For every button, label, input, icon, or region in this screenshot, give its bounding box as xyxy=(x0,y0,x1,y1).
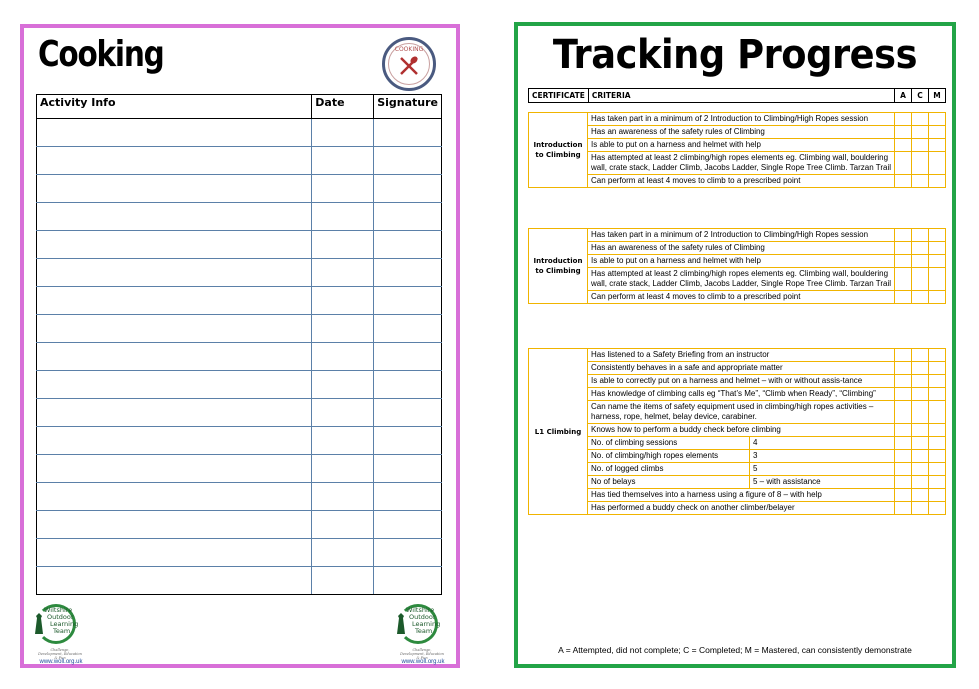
attempted-checkbox[interactable] xyxy=(895,388,912,401)
mastered-checkbox[interactable] xyxy=(929,126,946,139)
date-cell[interactable] xyxy=(312,259,374,287)
attempted-checkbox[interactable] xyxy=(895,139,912,152)
signature-cell[interactable] xyxy=(374,175,442,203)
signature-cell[interactable] xyxy=(374,119,442,147)
log-row xyxy=(37,427,442,455)
completed-checkbox[interactable] xyxy=(912,229,929,242)
criteria-text: Consistently behaves in a safe and appropriate matter xyxy=(588,362,895,375)
logo-url: www.woll.org.uk xyxy=(401,659,445,665)
criteria-row xyxy=(529,229,946,242)
mastered-checkbox[interactable] xyxy=(929,388,946,401)
criteria-row xyxy=(529,152,946,175)
attempted-checkbox[interactable] xyxy=(895,255,912,268)
attempted-checkbox[interactable] xyxy=(895,502,912,515)
attempted-checkbox[interactable] xyxy=(895,489,912,502)
date-cell[interactable] xyxy=(312,175,374,203)
completed-checkbox[interactable] xyxy=(912,268,929,291)
signature-cell[interactable] xyxy=(374,147,442,175)
criteria-row xyxy=(529,463,946,476)
log-row xyxy=(37,175,442,203)
column-header-mastered: M xyxy=(929,89,946,103)
signature-cell[interactable] xyxy=(374,567,442,595)
criteria-value: 5 xyxy=(750,463,895,476)
certificate-section xyxy=(528,348,946,515)
criteria-text: Is able to put on a harness and helmet with help xyxy=(588,139,895,152)
signature-cell[interactable] xyxy=(374,455,442,483)
criteria-value: 3 xyxy=(750,450,895,463)
activity-log-table xyxy=(36,94,442,595)
activity-cell[interactable] xyxy=(37,539,312,567)
criteria-text: Has listened to a Safety Briefing from an instructor xyxy=(588,349,895,362)
completed-checkbox[interactable] xyxy=(912,291,929,304)
completed-checkbox[interactable] xyxy=(912,126,929,139)
completed-checkbox[interactable] xyxy=(912,502,929,515)
log-row xyxy=(37,315,442,343)
completed-checkbox[interactable] xyxy=(912,255,929,268)
completed-checkbox[interactable] xyxy=(912,242,929,255)
certificate-name: Introduction to Climbing xyxy=(529,113,588,188)
criteria-row xyxy=(529,424,946,437)
attempted-checkbox[interactable] xyxy=(895,268,912,291)
date-cell[interactable] xyxy=(312,119,374,147)
log-row xyxy=(37,343,442,371)
criteria-header-table xyxy=(528,88,946,103)
log-row xyxy=(37,567,442,595)
log-row xyxy=(37,455,442,483)
attempted-checkbox[interactable] xyxy=(895,229,912,242)
signature-cell[interactable] xyxy=(374,483,442,511)
attempted-checkbox[interactable] xyxy=(895,424,912,437)
criteria-row xyxy=(529,476,946,489)
activity-cell[interactable] xyxy=(37,203,312,231)
date-cell[interactable] xyxy=(312,567,374,595)
activity-cell[interactable] xyxy=(37,231,312,259)
criteria-row xyxy=(529,502,946,515)
signature-cell[interactable] xyxy=(374,539,442,567)
attempted-checkbox[interactable] xyxy=(895,450,912,463)
activity-cell[interactable] xyxy=(37,483,312,511)
certificate-section xyxy=(528,228,946,304)
mastered-checkbox[interactable] xyxy=(929,489,946,502)
tracking-progress-page xyxy=(514,22,956,668)
date-cell[interactable] xyxy=(312,399,374,427)
completed-checkbox[interactable] xyxy=(912,362,929,375)
completed-checkbox[interactable] xyxy=(912,152,929,175)
criteria-text: No of belays xyxy=(588,476,750,489)
criteria-row xyxy=(529,401,946,424)
criteria-value: 5 – with assistance xyxy=(750,476,895,489)
completed-checkbox[interactable] xyxy=(912,476,929,489)
criteria-text: No. of climbing/high ropes elements xyxy=(588,450,750,463)
activity-cell[interactable] xyxy=(37,147,312,175)
attempted-checkbox[interactable] xyxy=(895,242,912,255)
attempted-checkbox[interactable] xyxy=(895,152,912,175)
log-row xyxy=(37,231,442,259)
utensils-icon xyxy=(397,54,421,78)
mastered-checkbox[interactable] xyxy=(929,424,946,437)
criteria-text: Has attempted at least 2 climbing/high ropes elements eg. Climbing wall, bouldering wall, crate stack, Ladder Climb, Jacobs Ladder, Single Rope Tree Climb. Tarzan Trail xyxy=(588,152,895,175)
cooking-log-page xyxy=(20,24,460,668)
criteria-row xyxy=(529,437,946,450)
criteria-row xyxy=(529,113,946,126)
criteria-row xyxy=(529,255,946,268)
date-cell[interactable] xyxy=(312,371,374,399)
column-header-signature: Signature xyxy=(374,95,442,119)
page-title: Tracking Progress xyxy=(552,32,918,78)
attempted-checkbox[interactable] xyxy=(895,113,912,126)
activity-cell[interactable] xyxy=(37,315,312,343)
date-cell[interactable] xyxy=(312,147,374,175)
date-cell[interactable] xyxy=(312,483,374,511)
criteria-row xyxy=(529,242,946,255)
criteria-text: Has taken part in a minimum of 2 Introduction to Climbing/High Ropes session xyxy=(588,113,895,126)
signature-cell[interactable] xyxy=(374,371,442,399)
completed-checkbox[interactable] xyxy=(912,437,929,450)
signature-cell[interactable] xyxy=(374,259,442,287)
criteria-text: Is able to correctly put on a harness and helmet – with or without assis-tance xyxy=(588,375,895,388)
completed-checkbox[interactable] xyxy=(912,113,929,126)
page-title: Cooking xyxy=(38,34,164,75)
activity-cell[interactable] xyxy=(37,343,312,371)
column-header-certificate: CERTIFICATE xyxy=(529,89,589,103)
attempted-checkbox[interactable] xyxy=(895,349,912,362)
attempted-checkbox[interactable] xyxy=(895,463,912,476)
date-cell[interactable] xyxy=(312,315,374,343)
mastered-checkbox[interactable] xyxy=(929,291,946,304)
completed-checkbox[interactable] xyxy=(912,401,929,424)
criteria-row xyxy=(529,450,946,463)
criteria-text: No. of climbing sessions xyxy=(588,437,750,450)
mastered-checkbox[interactable] xyxy=(929,463,946,476)
column-header-completed: C xyxy=(912,89,929,103)
mastered-checkbox[interactable] xyxy=(929,242,946,255)
completed-checkbox[interactable] xyxy=(912,450,929,463)
log-row xyxy=(37,511,442,539)
criteria-row xyxy=(529,139,946,152)
certificate-name: Introduction to Climbing xyxy=(529,229,588,304)
mastered-checkbox[interactable] xyxy=(929,139,946,152)
column-header-attempted: A xyxy=(895,89,912,103)
date-cell[interactable] xyxy=(312,511,374,539)
activity-cell[interactable] xyxy=(37,427,312,455)
criteria-text: Has performed a buddy check on another climber/belayer xyxy=(588,502,895,515)
signature-cell[interactable] xyxy=(374,427,442,455)
mastered-checkbox[interactable] xyxy=(929,502,946,515)
criteria-text: Knows how to perform a buddy check before climbing xyxy=(588,424,895,437)
activity-cell[interactable] xyxy=(37,175,312,203)
completed-checkbox[interactable] xyxy=(912,388,929,401)
activity-cell[interactable] xyxy=(37,371,312,399)
criteria-row xyxy=(529,349,946,362)
mastered-checkbox[interactable] xyxy=(929,362,946,375)
completed-checkbox[interactable] xyxy=(912,175,929,188)
mastered-checkbox[interactable] xyxy=(929,375,946,388)
date-cell[interactable] xyxy=(312,231,374,259)
badge-label: COOKING xyxy=(394,46,424,53)
log-row xyxy=(37,399,442,427)
column-header-date: Date xyxy=(312,95,374,119)
attempted-checkbox[interactable] xyxy=(895,375,912,388)
activity-cell[interactable] xyxy=(37,119,312,147)
mastered-checkbox[interactable] xyxy=(929,401,946,424)
date-cell[interactable] xyxy=(312,455,374,483)
date-cell[interactable] xyxy=(312,539,374,567)
wolt-logo-left: Wiltshire Outdoor Learning Team Challenge, Development, Education & Fun www.woll.org.uk xyxy=(28,604,94,668)
certificate-name: L1 Climbing xyxy=(529,349,588,515)
criteria-row xyxy=(529,291,946,304)
log-row xyxy=(37,287,442,315)
criteria-text: Can name the items of safety equipment used in climbing/high ropes activities – harness, rope, helmet, belay device, carabiner. xyxy=(588,401,895,424)
completed-checkbox[interactable] xyxy=(912,424,929,437)
mastered-checkbox[interactable] xyxy=(929,450,946,463)
criteria-row xyxy=(529,388,946,401)
logo-tagline: Challenge, Development, Education & Fun xyxy=(400,648,444,660)
mastered-checkbox[interactable] xyxy=(929,255,946,268)
mastered-checkbox[interactable] xyxy=(929,437,946,450)
activity-cell[interactable] xyxy=(37,511,312,539)
mastered-checkbox[interactable] xyxy=(929,476,946,489)
log-row xyxy=(37,539,442,567)
logo-url: www.woll.org.uk xyxy=(39,659,83,665)
completed-checkbox[interactable] xyxy=(912,139,929,152)
criteria-row xyxy=(529,375,946,388)
mastered-checkbox[interactable] xyxy=(929,349,946,362)
certificate-section xyxy=(528,112,946,188)
activity-cell[interactable] xyxy=(37,399,312,427)
criteria-row xyxy=(529,362,946,375)
attempted-checkbox[interactable] xyxy=(895,126,912,139)
column-header-activity: Activity Info xyxy=(37,95,312,119)
legend-text: A = Attempted, did not complete; C = Completed; M = Mastered, can consistently demonstrate xyxy=(558,645,912,655)
mastered-checkbox[interactable] xyxy=(929,113,946,126)
log-row xyxy=(37,483,442,511)
log-row xyxy=(37,119,442,147)
criteria-text: Is able to put on a harness and helmet with help xyxy=(588,255,895,268)
completed-checkbox[interactable] xyxy=(912,463,929,476)
log-row xyxy=(37,259,442,287)
completed-checkbox[interactable] xyxy=(912,349,929,362)
completed-checkbox[interactable] xyxy=(912,375,929,388)
criteria-text: Has an awareness of the safety rules of Climbing xyxy=(588,242,895,255)
log-row xyxy=(37,147,442,175)
attempted-checkbox[interactable] xyxy=(895,476,912,489)
date-cell[interactable] xyxy=(312,343,374,371)
criteria-text: Has attempted at least 2 climbing/high ropes elements eg. Climbing wall, bouldering wall, crate stack, Ladder Climb, Jacobs Ladder, Single Rope Tree Climb. Tarzan Trail xyxy=(588,268,895,291)
criteria-text: Can perform at least 4 moves to climb to a prescribed point xyxy=(588,291,895,304)
activity-cell[interactable] xyxy=(37,455,312,483)
activity-cell[interactable] xyxy=(37,287,312,315)
criteria-row xyxy=(529,175,946,188)
criteria-text: Has tied themselves into a harness using a figure of 8 – with help xyxy=(588,489,895,502)
logo-tagline: Challenge, Development, Education & Fun xyxy=(38,648,82,660)
attempted-checkbox[interactable] xyxy=(895,291,912,304)
signature-cell[interactable] xyxy=(374,287,442,315)
criteria-text: Has taken part in a minimum of 2 Introduction to Climbing/High Ropes session xyxy=(588,229,895,242)
activity-cell[interactable] xyxy=(37,259,312,287)
mastered-checkbox[interactable] xyxy=(929,268,946,291)
signature-cell[interactable] xyxy=(374,343,442,371)
mastered-checkbox[interactable] xyxy=(929,229,946,242)
signature-cell[interactable] xyxy=(374,399,442,427)
column-header-criteria: CRITERIA xyxy=(588,89,894,103)
cooking-badge-icon xyxy=(382,37,436,91)
criteria-text: No. of logged climbs xyxy=(588,463,750,476)
attempted-checkbox[interactable] xyxy=(895,175,912,188)
mastered-checkbox[interactable] xyxy=(929,175,946,188)
criteria-text: Has knowledge of climbing calls eg “That’s Me”, “Climb when Ready”, “Climbing” xyxy=(588,388,895,401)
date-cell[interactable] xyxy=(312,427,374,455)
log-row xyxy=(37,203,442,231)
attempted-checkbox[interactable] xyxy=(895,401,912,424)
date-cell[interactable] xyxy=(312,203,374,231)
signature-cell[interactable] xyxy=(374,231,442,259)
mastered-checkbox[interactable] xyxy=(929,152,946,175)
signature-cell[interactable] xyxy=(374,315,442,343)
criteria-text: Can perform at least 4 moves to climb to a prescribed point xyxy=(588,175,895,188)
log-row xyxy=(37,371,442,399)
criteria-row xyxy=(529,489,946,502)
date-cell[interactable] xyxy=(312,287,374,315)
activity-cell[interactable] xyxy=(37,567,312,595)
attempted-checkbox[interactable] xyxy=(895,437,912,450)
criteria-row xyxy=(529,268,946,291)
criteria-row xyxy=(529,126,946,139)
attempted-checkbox[interactable] xyxy=(895,362,912,375)
wolt-logo-right: Wiltshire Outdoor Learning Team Challenge, Development, Education & Fun www.woll.org.uk xyxy=(390,604,456,668)
criteria-value: 4 xyxy=(750,437,895,450)
completed-checkbox[interactable] xyxy=(912,489,929,502)
signature-cell[interactable] xyxy=(374,511,442,539)
criteria-text: Has an awareness of the safety rules of Climbing xyxy=(588,126,895,139)
signature-cell[interactable] xyxy=(374,203,442,231)
